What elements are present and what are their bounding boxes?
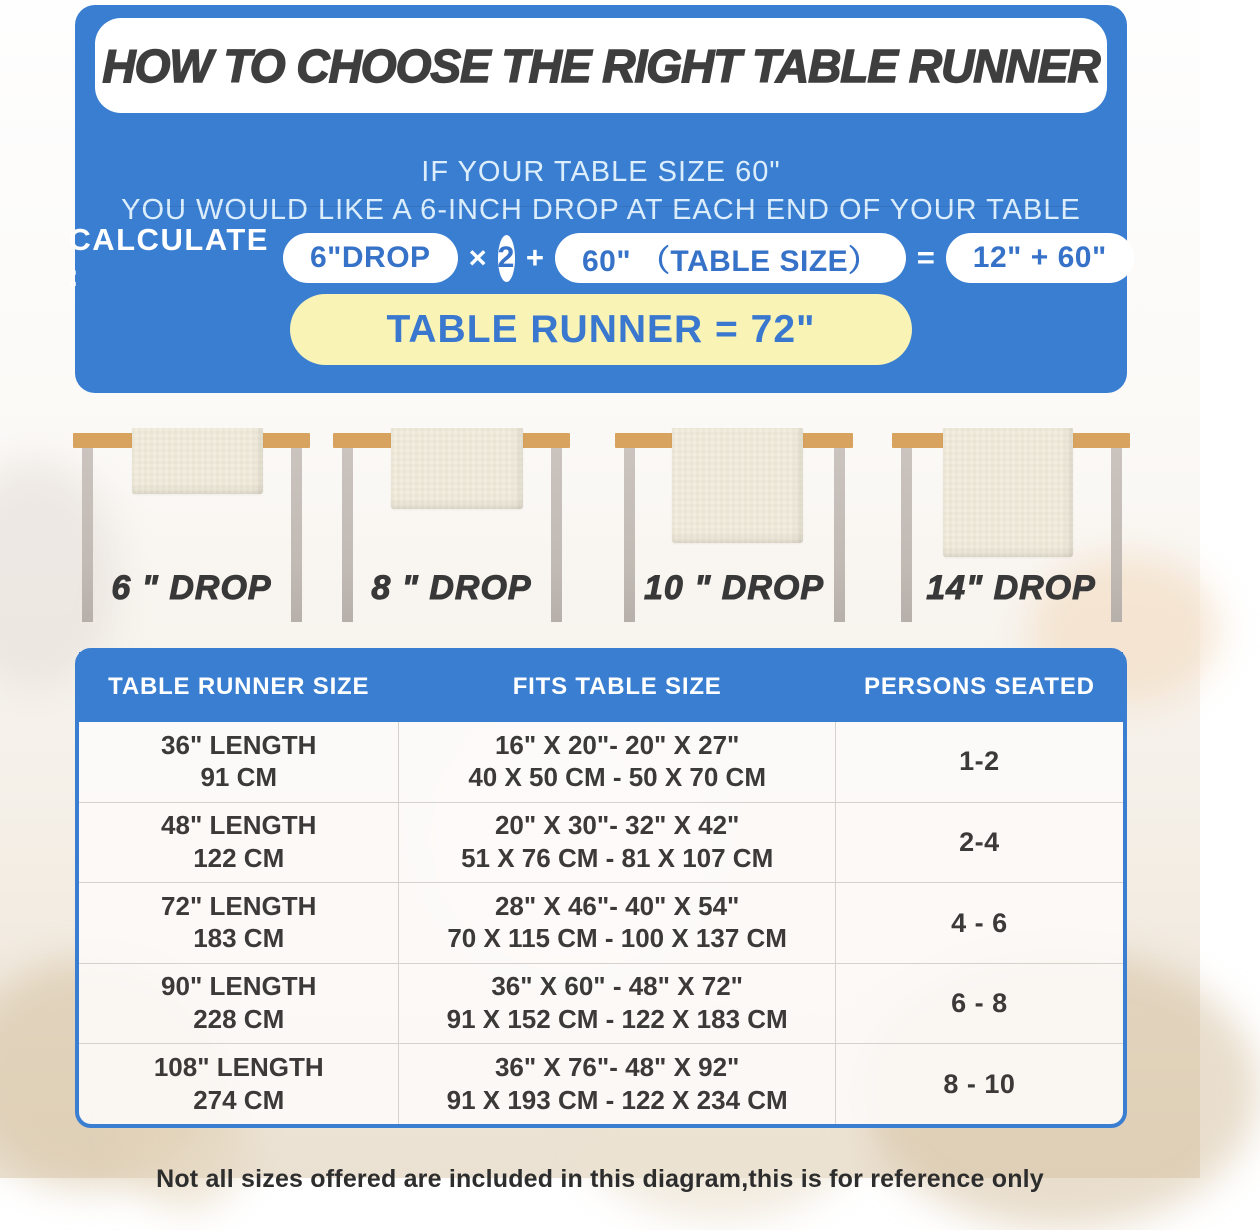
page-title: HOW TO CHOOSE THE RIGHT TABLE RUNNER	[102, 39, 1100, 92]
table-illustration-6-drop	[73, 428, 310, 643]
runner-size-inches: 48" LENGTH	[161, 810, 317, 841]
result-pill: TABLE RUNNER = 72"	[290, 294, 912, 365]
table-illustration-10-drop	[615, 428, 853, 643]
column-header-fits-table-size: FITS TABLE SIZE	[512, 673, 722, 700]
fits-size-cm: 40 X 50 CM - 50 X 70 CM	[468, 762, 766, 793]
fits-size-inches: 28" X 46"- 40" X 54"	[494, 890, 740, 921]
drop-label: 14" DROP	[926, 569, 1096, 607]
footer-disclaimer: Not all sizes offered are included in this diagram,this is for reference only	[156, 1165, 1044, 1193]
table-runner-drape	[672, 428, 803, 543]
calculate-label: CALCULATE :	[68, 222, 269, 293]
multiply-operator: ×	[468, 240, 487, 275]
table-row	[79, 963, 1123, 1044]
table-row	[79, 1043, 1123, 1124]
equals-operator: =	[916, 240, 935, 275]
column-header-persons-seated: PERSONS SEATED	[864, 673, 1095, 700]
fits-size-inches: 36" X 76"- 48" X 92"	[494, 1051, 740, 1082]
size-chart-header	[79, 652, 1123, 722]
runner-size-cell	[79, 722, 398, 802]
drop-value-pill: 6"DROP	[283, 233, 458, 283]
persons-seated-cell: 6 - 8	[951, 988, 1008, 1019]
fits-size-cm: 91 X 152 CM - 122 X 183 CM	[446, 1004, 788, 1035]
sum-pill: 12" + 60"	[946, 233, 1134, 283]
table-row	[79, 882, 1123, 963]
table-row	[79, 722, 1123, 802]
runner-size-cm: 228 CM	[193, 1004, 285, 1035]
fits-table-size-cell	[398, 883, 835, 963]
runner-size-inches: 108" LENGTH	[153, 1051, 324, 1082]
fits-table-size-cell	[398, 1044, 835, 1124]
drop-label: 6 " DROP	[111, 569, 272, 607]
runner-size-cell	[79, 964, 398, 1044]
column-header-runner-size: TABLE RUNNER SIZE	[108, 673, 370, 700]
persons-seated-cell: 4 - 6	[951, 907, 1008, 938]
persons-seated-cell: 2-4	[959, 826, 1000, 857]
subtitle-line-2: YOU WOULD LIKE A 6-INCH DROP AT EACH END OF YOUR TABLE	[121, 194, 1081, 226]
title-banner	[95, 18, 1107, 113]
table-size-pill: 60" （TABLE SIZE）	[555, 233, 906, 283]
factor-pill: 2	[498, 235, 515, 282]
runner-size-inches: 90" LENGTH	[161, 971, 317, 1002]
runner-size-cm: 122 CM	[193, 842, 285, 873]
runner-size-cell	[79, 883, 398, 963]
fits-table-size-cell	[398, 803, 835, 883]
runner-size-cell	[79, 1044, 398, 1124]
fits-size-inches: 20" X 30"- 32" X 42"	[494, 810, 740, 841]
header-panel	[68, 5, 1127, 393]
runner-size-cm: 274 CM	[193, 1084, 285, 1115]
drop-label: 10 " DROP	[643, 569, 825, 607]
fits-size-cm: 70 X 115 CM - 100 X 137 CM	[447, 923, 787, 954]
persons-seated-cell: 1-2	[959, 746, 1000, 777]
runner-size-inches: 36" LENGTH	[161, 729, 317, 760]
table-runner-drape	[943, 428, 1073, 557]
subtitle-divider	[130, 206, 1072, 207]
fits-table-size-cell	[398, 722, 835, 802]
table-row	[79, 802, 1123, 883]
runner-size-cm: 91 CM	[200, 762, 278, 793]
size-chart-body	[79, 722, 1123, 1124]
table-illustration-8-drop	[333, 428, 570, 643]
fits-size-cm: 91 X 193 CM - 122 X 234 CM	[446, 1084, 788, 1115]
fits-size-inches: 36" X 60" - 48" X 72"	[491, 971, 743, 1002]
fits-table-size-cell	[398, 964, 835, 1044]
table-runner-drape	[132, 428, 263, 494]
size-chart-panel	[75, 648, 1127, 1128]
subtitle-line-1: IF YOUR TABLE SIZE 60"	[421, 156, 781, 188]
runner-size-cm: 183 CM	[193, 923, 285, 954]
calculation-row	[68, 222, 1127, 293]
fits-size-cm: 51 X 76 CM - 81 X 107 CM	[461, 842, 774, 873]
plus-operator: +	[525, 240, 544, 275]
persons-seated-cell: 8 - 10	[943, 1068, 1016, 1099]
runner-size-inches: 72" LENGTH	[161, 890, 317, 921]
drop-label: 8 " DROP	[371, 569, 532, 607]
table-illustration-14-drop	[892, 428, 1130, 643]
fits-size-inches: 16" X 20"- 20" X 27"	[494, 729, 740, 760]
table-runner-drape	[391, 428, 523, 509]
runner-size-cell	[79, 803, 398, 883]
